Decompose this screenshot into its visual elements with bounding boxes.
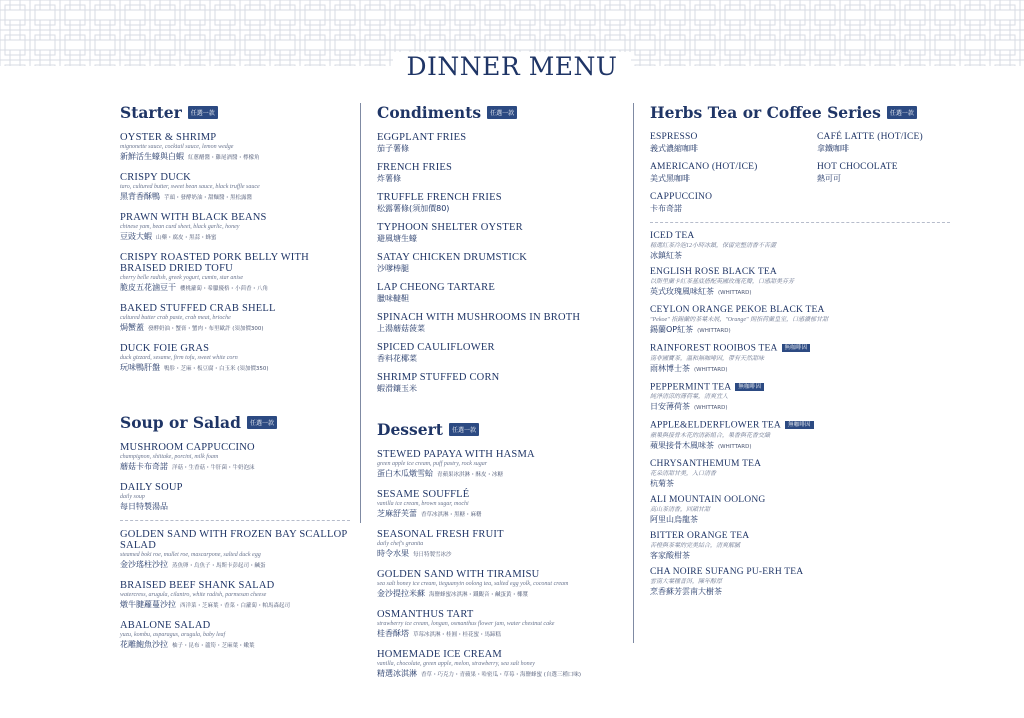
starter-item-name: BAKED STUFFED CRAB SHELL	[120, 303, 276, 314]
column-herbs-coffee	[650, 103, 950, 603]
dessert-item-name: GOLDEN SAND WITH TIRAMISU	[377, 569, 540, 580]
tea-item-chinese-row	[650, 550, 950, 561]
dessert-item-description: daily chef's granita	[377, 541, 424, 547]
dessert-item-chinese-description: 香草・巧克力・青蘋果・哈密瓜・草莓・海鹽蜂蜜 (自選三種口味)	[421, 672, 582, 678]
condiments-item-chinese-title: 避風塘生蠔	[377, 234, 417, 243]
condiments-item-chinese-title: 上湯蘑菇菠菜	[377, 324, 425, 333]
soup-item-chinese-title: 每日特製湯品	[120, 502, 168, 511]
starter-item-description: cherry belle radish, greek yogurt, cumin, star anise	[120, 275, 244, 281]
condiments-item	[377, 282, 622, 304]
tea-item-chinese-name: 英式玫瑰風味紅茶	[650, 287, 714, 296]
dessert-item-chinese-title: 金沙提拉米蘇	[377, 589, 425, 598]
coffee-tea-separator	[650, 222, 950, 223]
condiments-item-name: LAP CHEONG TARTARE	[377, 282, 495, 293]
condiments-item-name: SPINACH WITH MUSHROOMS IN BROTH	[377, 312, 581, 323]
soup-item	[120, 580, 350, 612]
coffee-item-name: ESPRESSO	[650, 132, 698, 142]
tea-item-name: RAINFOREST ROOIBOS TEA	[650, 343, 778, 354]
dessert-item-chinese-title: 蛋白木瓜燉雪蛤	[377, 469, 433, 478]
dessert-item-chinese-title: 芝麻舒芙蕾	[377, 509, 417, 518]
soup-item-name: BRAISED BEEF SHANK SALAD	[120, 580, 275, 591]
condiments-item-chinese-title: 臘味韃靼	[377, 294, 409, 303]
tea-item	[650, 567, 950, 597]
starter-item-name: CRISPY DUCK	[120, 172, 191, 183]
starter-item-chinese-title: 脆皮五花滷豆干	[120, 283, 176, 292]
tea-item-description: 精選紅茶冷泡12小時冰鎮，保留完整清香不苦澀	[650, 243, 777, 249]
herbs-title: Herbs Tea or Coffee Series	[650, 103, 881, 122]
coffee-item	[650, 162, 817, 184]
soup-list	[120, 442, 350, 652]
dessert-item-description: green apple ice cream, puff pastry, rock sugar	[377, 461, 488, 467]
soup-item-description: daily soup	[120, 494, 145, 500]
starter-item	[120, 212, 350, 244]
herbs-badge: 任選一款	[887, 106, 917, 119]
dessert-item-chinese-name	[377, 668, 622, 681]
starter-item-description: taro, cultured butter, sweet bean sauce, black truffle sauce	[120, 184, 260, 190]
condiments-item	[377, 132, 622, 154]
herbs-header	[650, 103, 950, 122]
starter-item-name: OYSTER & SHRIMP	[120, 132, 217, 143]
tea-item-chinese-name: 蘋果接骨木風味茶	[650, 441, 714, 451]
column-condiments-dessert	[377, 103, 622, 689]
dessert-item-description: vanilla ice cream, brown sugar, mochi	[377, 501, 469, 507]
soup-item-chinese-name	[120, 599, 350, 612]
starter-item-chinese-description: 發酵奶油・蟹膏・蟹肉・布里歐許 (須加價300)	[148, 326, 264, 332]
soup-item-chinese-title: 燉牛腱蘿蔓沙拉	[120, 600, 176, 609]
condiments-item-chinese-title: 香料花椰菜	[377, 354, 417, 363]
tea-item-brand: (WHITTARD)	[718, 290, 752, 296]
soup-item	[120, 442, 350, 474]
starter-item-description: duck gizzard, sesame, firm tofu, sweet white corn	[120, 355, 238, 361]
dessert-item-chinese-description: 香草冰淇淋・黑糖・麻糬	[421, 512, 482, 518]
coffee-item-name: CAFÉ LATTE (HOT/ICE)	[817, 132, 923, 142]
soup-item-description: yuzu, kombu, asparagus, arugula, baby leaf	[120, 632, 226, 638]
tea-item	[650, 420, 950, 453]
condiments-list	[377, 132, 622, 394]
coffee-item	[817, 132, 957, 154]
soup-item-chinese-name	[120, 461, 350, 474]
soup-item-description: watercress, arugula, cilantro, white radish, parmesan cheese	[120, 592, 267, 598]
dessert-item-chinese-title: 時令水果	[377, 549, 409, 558]
coffee-item-name: CAPPUCCINO	[650, 192, 713, 202]
soup-item	[120, 482, 350, 512]
dessert-item	[377, 649, 622, 681]
tea-item-name: ICED TEA	[650, 231, 695, 241]
condiments-item	[377, 222, 622, 244]
soup-item-chinese-description: 西洋菜・芝麻葉・香菜・白蘿蔔・帕馬森起司	[180, 603, 291, 609]
tea-item-brand: (WHITTARD)	[697, 328, 731, 334]
tea-item	[650, 459, 950, 489]
caffeine-free-badge: 無咖啡因	[785, 421, 814, 429]
tea-item-name-row	[650, 495, 950, 506]
tea-item	[650, 531, 950, 561]
soup-item-name: GOLDEN SAND WITH FROZEN BAY SCALLOP SALAD	[120, 529, 348, 551]
dessert-item-name: STEWED PAPAYA WITH HASMA	[377, 449, 535, 460]
tea-item-name: CHRYSANTHEMUM TEA	[650, 459, 762, 470]
condiments-header	[377, 103, 622, 122]
starter-item-chinese-name	[120, 322, 350, 335]
condiments-item-chinese-title: 炸薯條	[377, 174, 401, 183]
soup-header	[120, 413, 350, 432]
dessert-item-chinese-description: 草莓冰淇淋・桂圓・桂花蜜・馬蹄糕	[413, 632, 502, 638]
soup-item-name: MUSHROOM CAPPUCCINO	[120, 442, 255, 453]
starter-item-chinese-name	[120, 282, 350, 295]
tea-item-name-row	[650, 231, 950, 242]
condiments-item-chinese-name	[377, 323, 622, 334]
caffeine-free-badge: 無咖啡因	[782, 344, 811, 352]
tea-item-description: 純淨清涼的薄荷葉，清爽宜人	[650, 394, 729, 401]
coffee-item-name: AMERICANO (HOT/ICE)	[650, 162, 758, 172]
tea-item-chinese-name: 日安薄荷茶	[650, 402, 690, 412]
soup-item-name: ABALONE SALAD	[120, 620, 211, 631]
tea-item-chinese-row	[650, 250, 950, 261]
soup-item-chinese-name	[120, 501, 350, 512]
tea-item-chinese-row	[650, 478, 950, 489]
dessert-title: Dessert	[377, 420, 443, 439]
tea-item-chinese-row	[650, 324, 950, 337]
condiments-item-chinese-name	[377, 143, 622, 154]
starter-item-chinese-name	[120, 191, 350, 204]
condiments-item-chinese-title: 沙嗲棒腿	[377, 264, 409, 273]
tea-item-brand: (WHITTARD)	[694, 405, 728, 412]
dessert-item-description: sea salt honey ice cream, tieguanyin oolong tea, salted egg yolk, coconut cream	[377, 581, 569, 587]
tea-item-chinese-row	[650, 401, 950, 414]
tea-item-description: 以斯里蘭卡紅茶基底搭配英國玫瑰花瓣，口感甜美芬芳	[650, 279, 795, 285]
tea-item-chinese-row	[650, 286, 950, 299]
starter-item-chinese-title: 豆豉大蝦	[120, 232, 152, 241]
coffee-item	[650, 192, 817, 214]
starter-item-name: PRAWN WITH BLACK BEANS	[120, 212, 267, 223]
tea-item-name: CHA NOIRE SUFANG PU-ERH TEA	[650, 567, 804, 578]
starter-item	[120, 172, 350, 204]
starter-list	[120, 132, 350, 375]
column-divider-2	[633, 103, 634, 643]
tea-item-name: PEPPERMINT TEA	[650, 382, 732, 393]
tea-item-brand: (WHITTARD)	[694, 366, 728, 373]
dessert-item-description: vanilla, chocolate, green apple, melon, strawberry, sea salt honey	[377, 661, 535, 667]
tea-item-description: 高山茶清香，回韻甘甜	[650, 507, 711, 514]
starter-item-chinese-title: 焗蟹蓋	[120, 323, 144, 332]
soup-item-chinese-title: 花雕鮑魚沙拉	[120, 640, 168, 649]
starter-item-chinese-title: 新鮮活生蠔與白蝦	[120, 152, 184, 161]
condiments-item	[377, 162, 622, 184]
coffee-item-chinese-name: 卡布奇諾	[650, 204, 682, 213]
starter-item	[120, 252, 350, 295]
condiments-item-chinese-title: 蝦滑鑲玉米	[377, 384, 417, 393]
dessert-item-chinese-name	[377, 508, 622, 521]
tea-item	[650, 382, 950, 415]
tea-item-chinese-name: 冰鎮紅茶	[650, 251, 682, 260]
soup-item-chinese-title: 蘑菇卡布奇諾	[120, 462, 168, 471]
tea-item-chinese-name: 杭菊茶	[650, 479, 674, 489]
starter-item-chinese-description: 山藥・腐皮・黑蒜・蜂蜜	[156, 235, 217, 241]
soup-title: Soup or Salad	[120, 413, 241, 432]
tea-item-chinese-name: 阿里山烏龍茶	[650, 515, 698, 525]
starter-item-name: CRISPY ROASTED PORK BELLY WITH BRAISED DRIED TOFU	[120, 252, 309, 274]
tea-item-name-row	[650, 459, 950, 470]
starter-item-description: mignonette sauce, cocktail sauce, lemon wedge	[120, 144, 234, 150]
tea-item	[650, 305, 950, 337]
condiments-item-name: TYPHOON SHELTER OYSTER	[377, 222, 523, 233]
soup-item-description: champignon, shiitake, porcini, milk foam	[120, 454, 219, 460]
condiments-item	[377, 192, 622, 214]
dessert-item-chinese-title: 桂香酥塔	[377, 629, 409, 638]
tea-item-name-row	[650, 382, 950, 394]
dessert-item-chinese-name	[377, 548, 622, 561]
soup-item	[120, 620, 350, 652]
soup-item-chinese-description: 柚子・昆布・蘆筍・芝麻葉・嫩葉	[172, 643, 255, 649]
starter-item-description: cultured butter crab paste, crab meat, brioche	[120, 315, 231, 321]
starter-item-chinese-name	[120, 151, 350, 164]
soup-item-chinese-description: 蒸魚卵・烏魚子・馬斯卡彭起司・鹹蛋	[172, 563, 266, 569]
dessert-item-chinese-name	[377, 628, 622, 641]
tea-item-name-row	[650, 420, 950, 432]
starter-item-chinese-description: 紅蔥醋醬・雞尾酒醬・檸檬角	[188, 155, 260, 161]
dessert-list	[377, 449, 622, 681]
tea-item-name: ALI MOUNTAIN OOLONG	[650, 495, 766, 506]
starter-badge: 任選一款	[188, 106, 218, 119]
starter-item-chinese-name	[120, 231, 350, 244]
tea-item-chinese-row	[650, 586, 950, 597]
dessert-item	[377, 569, 622, 601]
tea-item-name-row	[650, 567, 950, 578]
condiments-badge: 任選一款	[487, 106, 517, 119]
condiments-item	[377, 372, 622, 394]
dessert-item-chinese-title: 精選冰淇淋	[377, 669, 417, 678]
coffee-list	[650, 132, 950, 214]
soup-item-name: DAILY SOUP	[120, 482, 183, 493]
coffee-item-chinese-name: 熱可可	[817, 174, 841, 183]
condiments-item-chinese-name	[377, 383, 622, 394]
condiments-item	[377, 342, 622, 364]
condiments-item-name: SATAY CHICKEN DRUMSTICK	[377, 252, 528, 263]
tea-item-name-row	[650, 305, 950, 316]
starter-item	[120, 303, 350, 335]
dessert-item-chinese-name	[377, 468, 622, 481]
starter-item	[120, 132, 350, 164]
condiments-item-chinese-name	[377, 173, 622, 184]
condiments-item-name: SPICED CAULIFLOWER	[377, 342, 495, 353]
dessert-item-description: strawberry ice cream, longan, osmanthus flower jam, water chestnut cake	[377, 621, 555, 627]
tea-item-name-row	[650, 531, 950, 542]
tea-item-chinese-row	[650, 440, 950, 453]
tea-item-description: "Pekoe" 指錫蘭的茶葉未展，"Orange" 則指荷蘭皇室，口感濃郁甘甜	[650, 317, 829, 323]
dessert-item-name: SESAME SOUFFLÉ	[377, 489, 470, 500]
dessert-badge: 任選一款	[449, 423, 479, 436]
starter-item-chinese-description: 芋頭・發酵奶油・甜麵醬・黑松露醬	[164, 195, 253, 201]
tea-item	[650, 495, 950, 525]
tea-item-chinese-row	[650, 514, 950, 525]
tea-item-description: 南非國寶茶，溫和無咖啡因，帶有天然甜味	[650, 355, 765, 362]
starter-item	[120, 343, 350, 375]
tea-item-name: CEYLON ORANGE PEKOE BLACK TEA	[650, 305, 825, 315]
column-divider-1	[360, 103, 361, 523]
condiments-item-chinese-name	[377, 353, 622, 364]
soup-item-description: steamed boki roe, mullet roe, mascarpone, salted duck egg	[120, 552, 261, 558]
condiments-item-name: TRUFFLE FRENCH FRIES	[377, 192, 502, 203]
column-starter-soup	[120, 103, 350, 660]
tea-item-name-row	[650, 343, 950, 355]
condiments-title: Condiments	[377, 103, 482, 122]
dessert-item	[377, 529, 622, 561]
dessert-header	[377, 420, 622, 439]
starter-title: Starter	[120, 103, 182, 122]
soup-item-chinese-description: 洋菇・生香菇・牛肝菌・牛奶泡沫	[172, 465, 255, 471]
dessert-item	[377, 609, 622, 641]
tea-item	[650, 231, 950, 261]
tea-item-description: 雲南大葉種普洱，陳年醇厚	[650, 579, 723, 586]
tea-item-name: BITTER ORANGE TEA	[650, 531, 750, 542]
soup-badge: 任選一款	[247, 416, 277, 429]
dessert-item-name: SEASONAL FRESH FRUIT	[377, 529, 504, 540]
starter-header	[120, 103, 350, 122]
condiments-item-chinese-name	[377, 293, 622, 304]
coffee-item-name: HOT CHOCOLATE	[817, 162, 898, 172]
tea-item-name: APPLE&ELDERFLOWER TEA	[650, 421, 781, 432]
dessert-item-chinese-description: 青蘋果冰淇淋・酥皮・冰糖	[437, 472, 504, 478]
soup-item-chinese-name	[120, 639, 350, 652]
condiments-item-chinese-title: 茄子薯條	[377, 144, 409, 153]
coffee-item	[650, 132, 817, 154]
soup-item	[120, 529, 350, 572]
starter-item-chinese-name	[120, 362, 350, 375]
starter-item-chinese-title: 玩味鴨肝盤	[120, 363, 160, 372]
coffee-item-chinese-name: 美式黑咖啡	[650, 174, 690, 183]
dessert-item-chinese-description: 海鹽蜂蜜冰淇淋・鐵觀音・鹹蛋黃・椰漿	[429, 592, 529, 598]
dessert-item-name: HOMEMADE ICE CREAM	[377, 649, 502, 660]
tea-item-chinese-row	[650, 363, 950, 376]
tea-item-description: 花朵清甜甘美，入口清香	[650, 471, 717, 478]
soup-item-chinese-title: 金沙瑤柱沙拉	[120, 560, 168, 569]
coffee-item-chinese-name: 拿鐵咖啡	[817, 144, 849, 153]
condiments-item-chinese-name	[377, 203, 622, 214]
starter-item-description: chinese yam, bean curd sheet, black garlic, honey	[120, 224, 240, 230]
condiments-item-name: FRENCH FRIES	[377, 162, 453, 173]
soup-item-chinese-name	[120, 559, 350, 572]
tea-list	[650, 231, 950, 597]
tea-item-description: 苦橙與茶葉的完美結合，清爽解膩	[650, 543, 741, 550]
tea-item-brand: (WHITTARD)	[718, 444, 752, 451]
dessert-item	[377, 449, 622, 481]
dessert-item-chinese-description: 每日特製雪冰沙	[413, 552, 452, 558]
dessert-item	[377, 489, 622, 521]
condiments-item-chinese-name	[377, 233, 622, 244]
coffee-item	[817, 162, 957, 184]
condiments-item	[377, 312, 622, 334]
dessert-item-name: OSMANTHUS TART	[377, 609, 474, 620]
condiments-item-chinese-name	[377, 263, 622, 274]
starter-item-name: DUCK FOIE GRAS	[120, 343, 210, 354]
starter-item-chinese-description: 鴨胗・芝麻・板豆腐・白玉米 (須加價350)	[164, 366, 269, 372]
tea-item	[650, 343, 950, 376]
tea-item-chinese-name: 雨林博士茶	[650, 363, 690, 373]
tea-item-description: 蘋果與接骨木花的清新組合，果香與花香交織	[650, 433, 771, 440]
tea-item-name: ENGLISH ROSE BLACK TEA	[650, 267, 777, 277]
tea-item	[650, 267, 950, 299]
starter-item-chinese-description: 櫻桃蘿蔔・希臘優格・小茴香・八角	[180, 286, 269, 292]
condiments-item-name: EGGPLANT FRIES	[377, 132, 467, 143]
coffee-item-chinese-name: 義式濃縮咖啡	[650, 144, 698, 153]
condiments-item-chinese-title: 松露薯條(須加價80)	[377, 204, 450, 213]
dessert-item-chinese-name	[377, 588, 622, 601]
tea-item-chinese-name: 錫蘭OP紅茶	[650, 325, 694, 334]
soup-separator	[120, 520, 350, 521]
tea-item-name-row	[650, 267, 950, 278]
tea-item-chinese-name: 烹香蘇芳雲南大樹茶	[650, 587, 722, 597]
condiments-item-name: SHRIMP STUFFED CORN	[377, 372, 500, 383]
condiments-item	[377, 252, 622, 274]
caffeine-free-badge: 無咖啡因	[735, 383, 764, 391]
starter-item-chinese-title: 黑背香酥鴨	[120, 192, 160, 201]
page-title: DINNER MENU	[0, 52, 1024, 81]
tea-item-chinese-name: 客家酸柑茶	[650, 551, 690, 561]
